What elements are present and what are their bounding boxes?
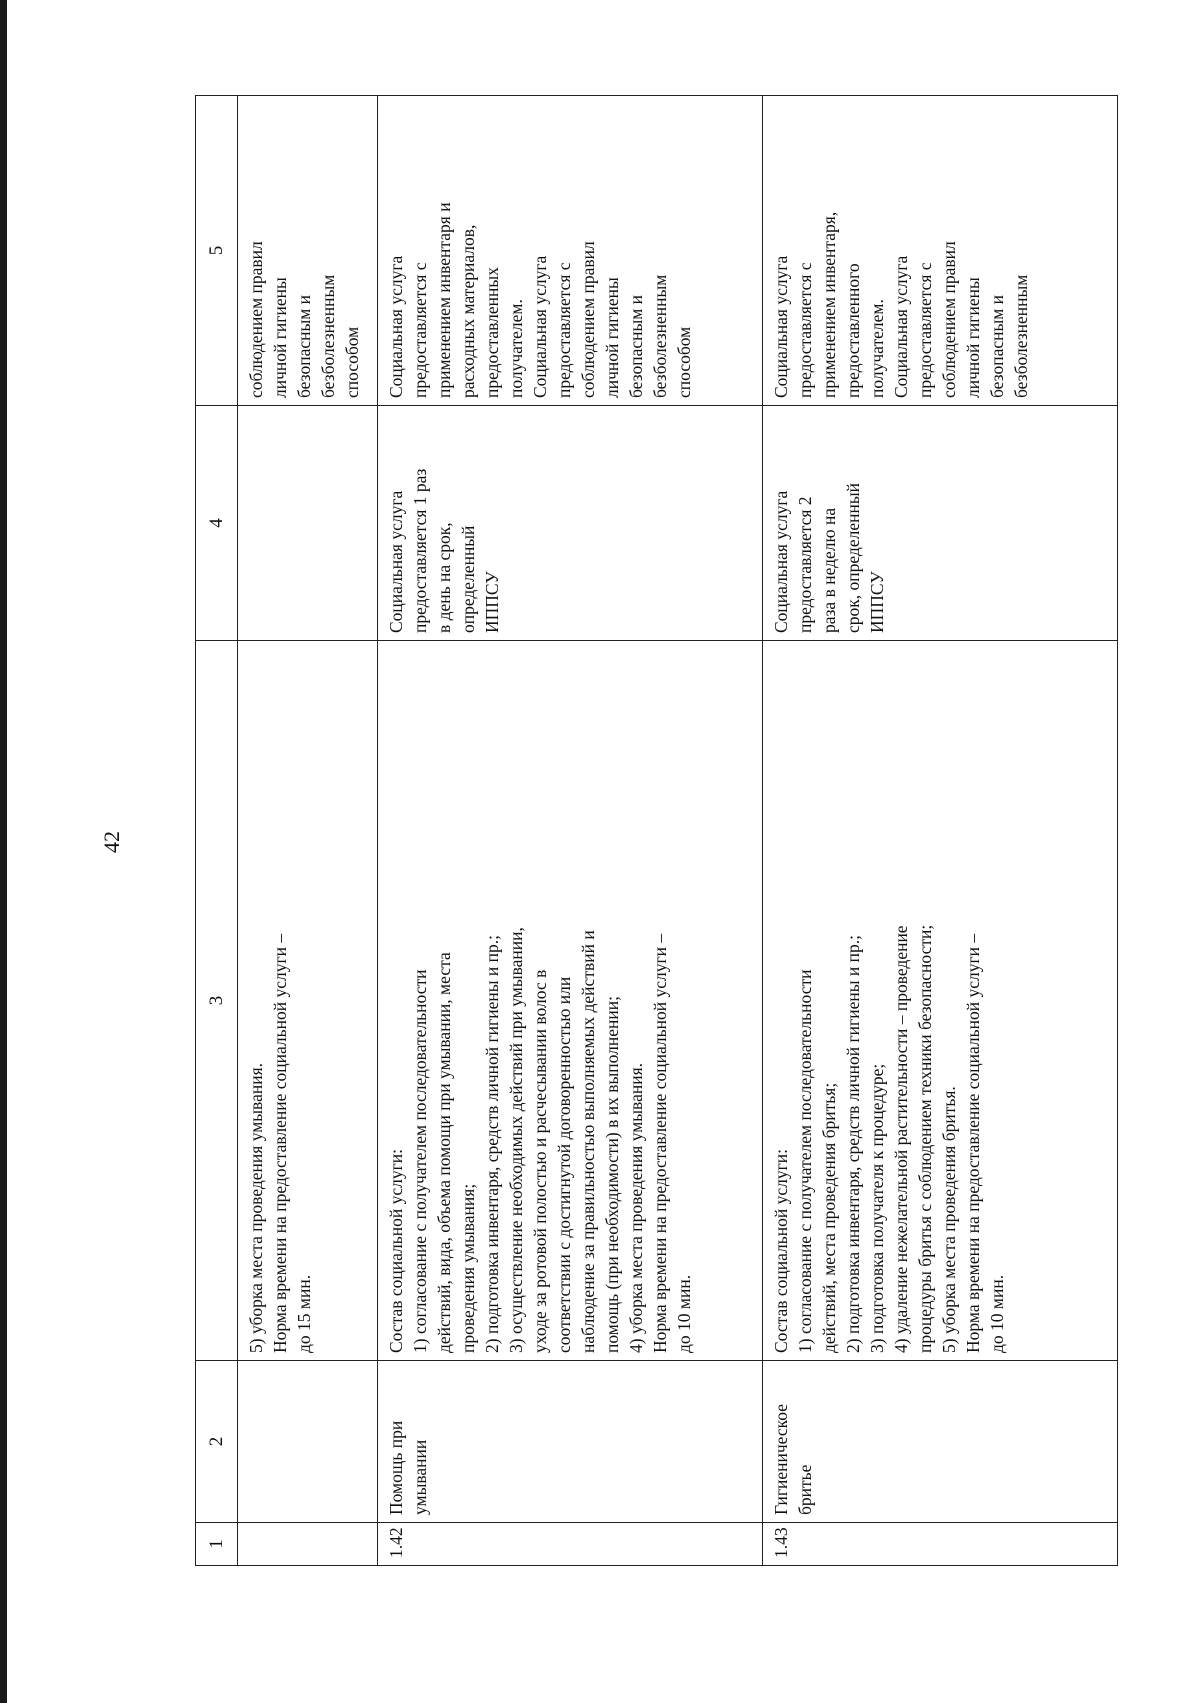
header-cell-col2: 2: [196, 1361, 238, 1523]
services-table: [195, 95, 1118, 1566]
service-frequency-cell: Социальная услуга предоставляется 1 раз в день на срок, определенный ИППСУ: [378, 406, 763, 641]
service-composition-cell: 5) уборка места проведения умывания. Норма времени на предоставление социальной услуги – до 15 мин.: [238, 641, 378, 1361]
scan-edge: [0, 0, 7, 1703]
service-conditions-cell: Социальная услуга предоставляется с применением инвентаря, предоставленного получателем. Социальная услуга предоставляется с соблюдением правил личной гигиены безопасным и безболезненным: [763, 96, 1118, 406]
service-frequency-cell: Социальная услуга предоставляется 2 раза в неделю на срок, определенный ИППСУ: [763, 406, 1118, 641]
service-conditions-cell: соблюдением правил личной гигиены безопасным и безболезненным способом: [238, 96, 378, 406]
service-composition-cell: Состав социальной услуги: 1) согласование с получателем последовательности действий, вида, объема помощи при умывании, места проведения умывания; 2) подготовка инвентаря, средств личной гигиены и пр.; 3) осуществление необходимых действий при умывании, уходе за ротовой полостью и расчесывании волос в соответствии с достигнутой договоренностью или наблюдение за правильностью выполняемых действий и помощь (при необходимости) в их выполнении; 4) уборка места проведения умывания. Норма времени на предоставление социальной услуги – до 10 мин.: [378, 641, 763, 1361]
header-cell-col1: 1: [196, 1523, 238, 1566]
service-name-cell: Помощь при умывании: [378, 1361, 763, 1523]
row-number-cell: 1.43: [763, 1523, 1118, 1566]
table-header-row: [196, 96, 238, 1566]
row-number-cell: [238, 1523, 378, 1566]
rotated-table-container: [195, 96, 1117, 1566]
service-frequency-cell: [238, 406, 378, 641]
service-conditions-cell: Социальная услуга предоставляется с применением инвентаря и расходных материалов, предоставленных получателем. Социальная услуга предоставляется с соблюдением правил личной гигиены безопасным и безболезненным способом: [378, 96, 763, 406]
header-cell-col4: 4: [196, 406, 238, 641]
table-row: [763, 96, 1118, 1566]
service-name-cell: Гигиеническое бритье: [763, 1361, 1118, 1523]
table-row: [378, 96, 763, 1566]
table-row: [238, 96, 378, 1566]
header-cell-col3: 3: [196, 641, 238, 1361]
header-cell-col5: 5: [196, 96, 238, 406]
service-composition-cell: Состав социальной услуги: 1) согласование с получателем последовательности действий, места проведения бритья; 2) подготовка инвентаря, средств личной гигиены и пр.; 3) подготовка получателя к процедуре; 4) удаление нежелательной растительности – проведение процедуры бритья с соблюдением техники безопасности; 5) уборка места проведения бритья. Норма времени на предоставление социальной услуги – до 10 мин.: [763, 641, 1118, 1361]
page-number: 42: [99, 831, 124, 853]
row-number-cell: 1.42: [378, 1523, 763, 1566]
service-name-cell: [238, 1361, 378, 1523]
